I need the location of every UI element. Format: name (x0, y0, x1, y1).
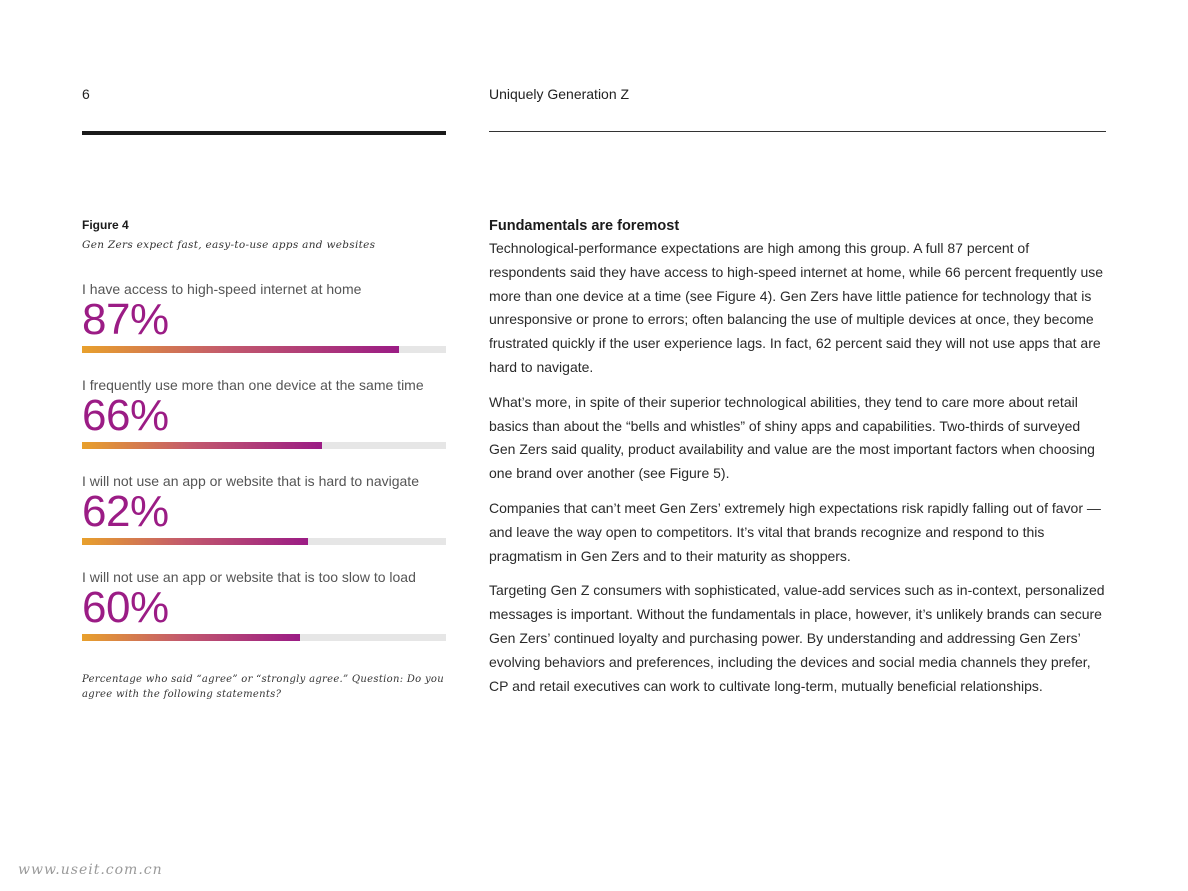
stat-value: 62% (82, 487, 169, 536)
watermark: www.useit.com.cn (18, 862, 163, 878)
stat-label: I frequently use more than one device at the same time (82, 377, 424, 393)
stat-label: I will not use an app or website that is too slow to load (82, 569, 416, 585)
running-title: Uniquely Generation Z (489, 86, 630, 102)
stat-item (82, 280, 446, 376)
stat-list (82, 280, 446, 664)
article-paragraph: Targeting Gen Z consumers with sophisticated, value-add services such as in-context, personalized messages is important. Without the fundamentals in place, however, it’s unlikely brands can secure Gen Zers’ continued loyalty and purchasing power. By understanding and addressing Gen Zers’ evolving behaviors and preferences, including the devices and social media channels they prefer, CP and retail executives can work to cultivate long-term, mutually beneficial relationships. (489, 582, 1105, 694)
stat-value: 60% (82, 583, 169, 632)
page-number: 6 (82, 86, 90, 102)
stat-item (82, 472, 446, 568)
article-paragraph: Technological-performance expectations are high among this group. A full 87 percent of respondents said they have access to high-speed internet at home, while 66 percent frequently use more than one device at a time (see Figure 4). Gen Zers have little patience for technology that is unresponsive or prone to errors; often balancing the use of multiple devices at once, they become frustrated quickly if the user experience lags. In fact, 62 percent said they will not use apps that are hard to navigate. (489, 240, 1104, 375)
stat-label: I will not use an app or website that is hard to navigate (82, 473, 419, 489)
figure-4 (82, 218, 446, 700)
article-heading: Fundamentals are foremost (489, 218, 680, 234)
stat-bar-track (82, 538, 446, 545)
article-paragraph: What’s more, in spite of their superior technological abilities, they tend to care more about retail basics than about the “bells and whistles” of shiny apps and capabilities. Two-thirds of surveyed Gen Zers said quality, product availability and value are the most important factors when choosing one brand over another (see Figure 5). (489, 393, 1095, 482)
header-rule-left (82, 131, 446, 135)
stat-bar-track (82, 634, 446, 641)
stat-label: I have access to high-speed internet at home (82, 281, 362, 297)
stat-bar-fill (82, 442, 322, 449)
article-paragraph: Companies that can’t meet Gen Zers’ extremely high expectations risk rapidly falling out of favor — and leave the way open to competitors. It’s vital that brands recognize and respond to this pragmatism in Gen Zers and to their maturity as shoppers. (489, 499, 1101, 564)
stat-item (82, 376, 446, 472)
stat-bar-fill (82, 538, 308, 545)
figure-footnote: Percentage who said “agree” or “strongly agree.” Question: Do you agree with the following statements? (82, 674, 444, 700)
figure-caption: Gen Zers expect fast, easy-to-use apps and websites (82, 239, 376, 251)
stat-bar-track (82, 346, 446, 353)
article (489, 216, 1109, 709)
stat-value: 87% (82, 295, 169, 344)
stat-value: 66% (82, 391, 169, 440)
figure-label: Figure 4 (82, 218, 129, 232)
stat-item (82, 568, 446, 664)
header-rule-right (489, 131, 1106, 132)
stat-bar-fill (82, 634, 300, 641)
stat-bar-fill (82, 346, 399, 353)
stat-bar-track (82, 442, 446, 449)
